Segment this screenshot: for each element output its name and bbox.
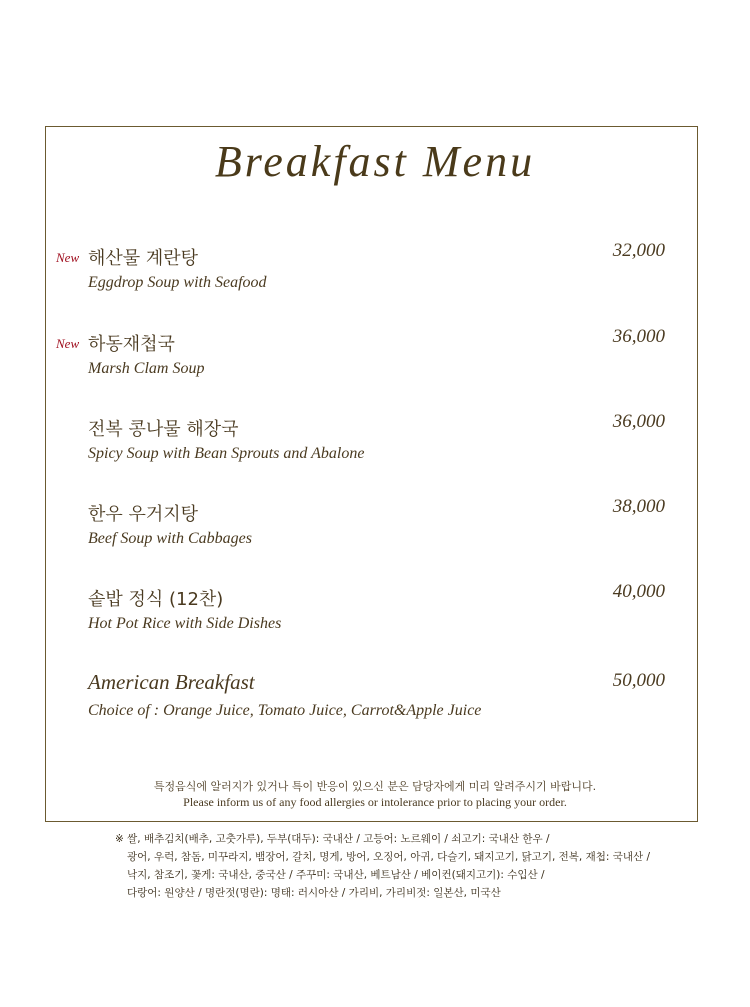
allergy-notice-korean: 특정음식에 알러지가 있거나 특이 반응이 있으신 분은 담당자에게 미리 알려주시기 바랍니다. [153,780,597,793]
item-name-english: Spicy Soup with Bean Sprouts and Abalone [88,445,365,462]
menu-item [0,496,750,570]
origin-line: 광어, 우럭, 참돔, 미꾸라지, 뱀장어, 갈치, 명게, 방어, 오징어, 아귀, 다슬기, 돼지고기, 닭고기, 전복, 재첩: 국내산 / [127,851,651,863]
allergy-notice-english: Please inform us of any food allergies or intolerance prior to placing your order. [183,795,567,809]
item-price: 32,000 [612,240,665,261]
item-price: 50,000 [612,670,665,691]
item-name-korean: 전복 콩나물 해장국 [88,419,239,440]
item-name-korean: 한우 우거지탕 [88,504,199,525]
menu-item [0,581,750,655]
new-badge: New [56,336,80,351]
origin-line: 다랑어: 원양산 / 명란젓(명란): 명태: 러시아산 / 가리비, 가리비젓: 일본산, 미국산 [127,887,501,899]
item-name-english: Marsh Clam Soup [88,360,205,377]
item-name-english: Hot Pot Rice with Side Dishes [88,615,282,632]
item-name-english: Beef Soup with Cabbages [88,530,252,547]
menu-item [0,670,750,744]
item-price: 38,000 [612,496,665,517]
item-name-korean: 해산물 계란탕 [88,248,199,269]
new-badge: New [56,250,80,265]
item-name: American Breakfast [88,670,255,694]
item-price: 36,000 [612,411,665,432]
item-price: 36,000 [612,326,665,347]
origin-line: ※ 쌀, 배추김치(배추, 고춧가루), 두부(대두): 국내산 / 고등어: 노르웨이 / 쇠고기: 국내산 한우 / [115,833,550,845]
menu-item [0,411,750,485]
item-description: Choice of : Orange Juice, Tomato Juice, Carrot&Apple Juice [88,702,482,719]
menu-title: Breakfast Menu [214,137,536,186]
item-price: 40,000 [612,581,665,602]
item-name-korean: 솥밥 정식 (12찬) [88,589,224,610]
origin-line: 낙지, 참조기, 꽃게: 국내산, 중국산 / 주꾸미: 국내산, 베트남산 / 베이컨(돼지고기): 수입산 / [127,869,545,881]
item-name-english: Eggdrop Soup with Seafood [88,274,267,291]
origin-info [115,830,715,902]
menu-item [0,326,750,400]
menu-item [0,240,750,314]
item-name-korean: 하동재첩국 [88,334,175,355]
